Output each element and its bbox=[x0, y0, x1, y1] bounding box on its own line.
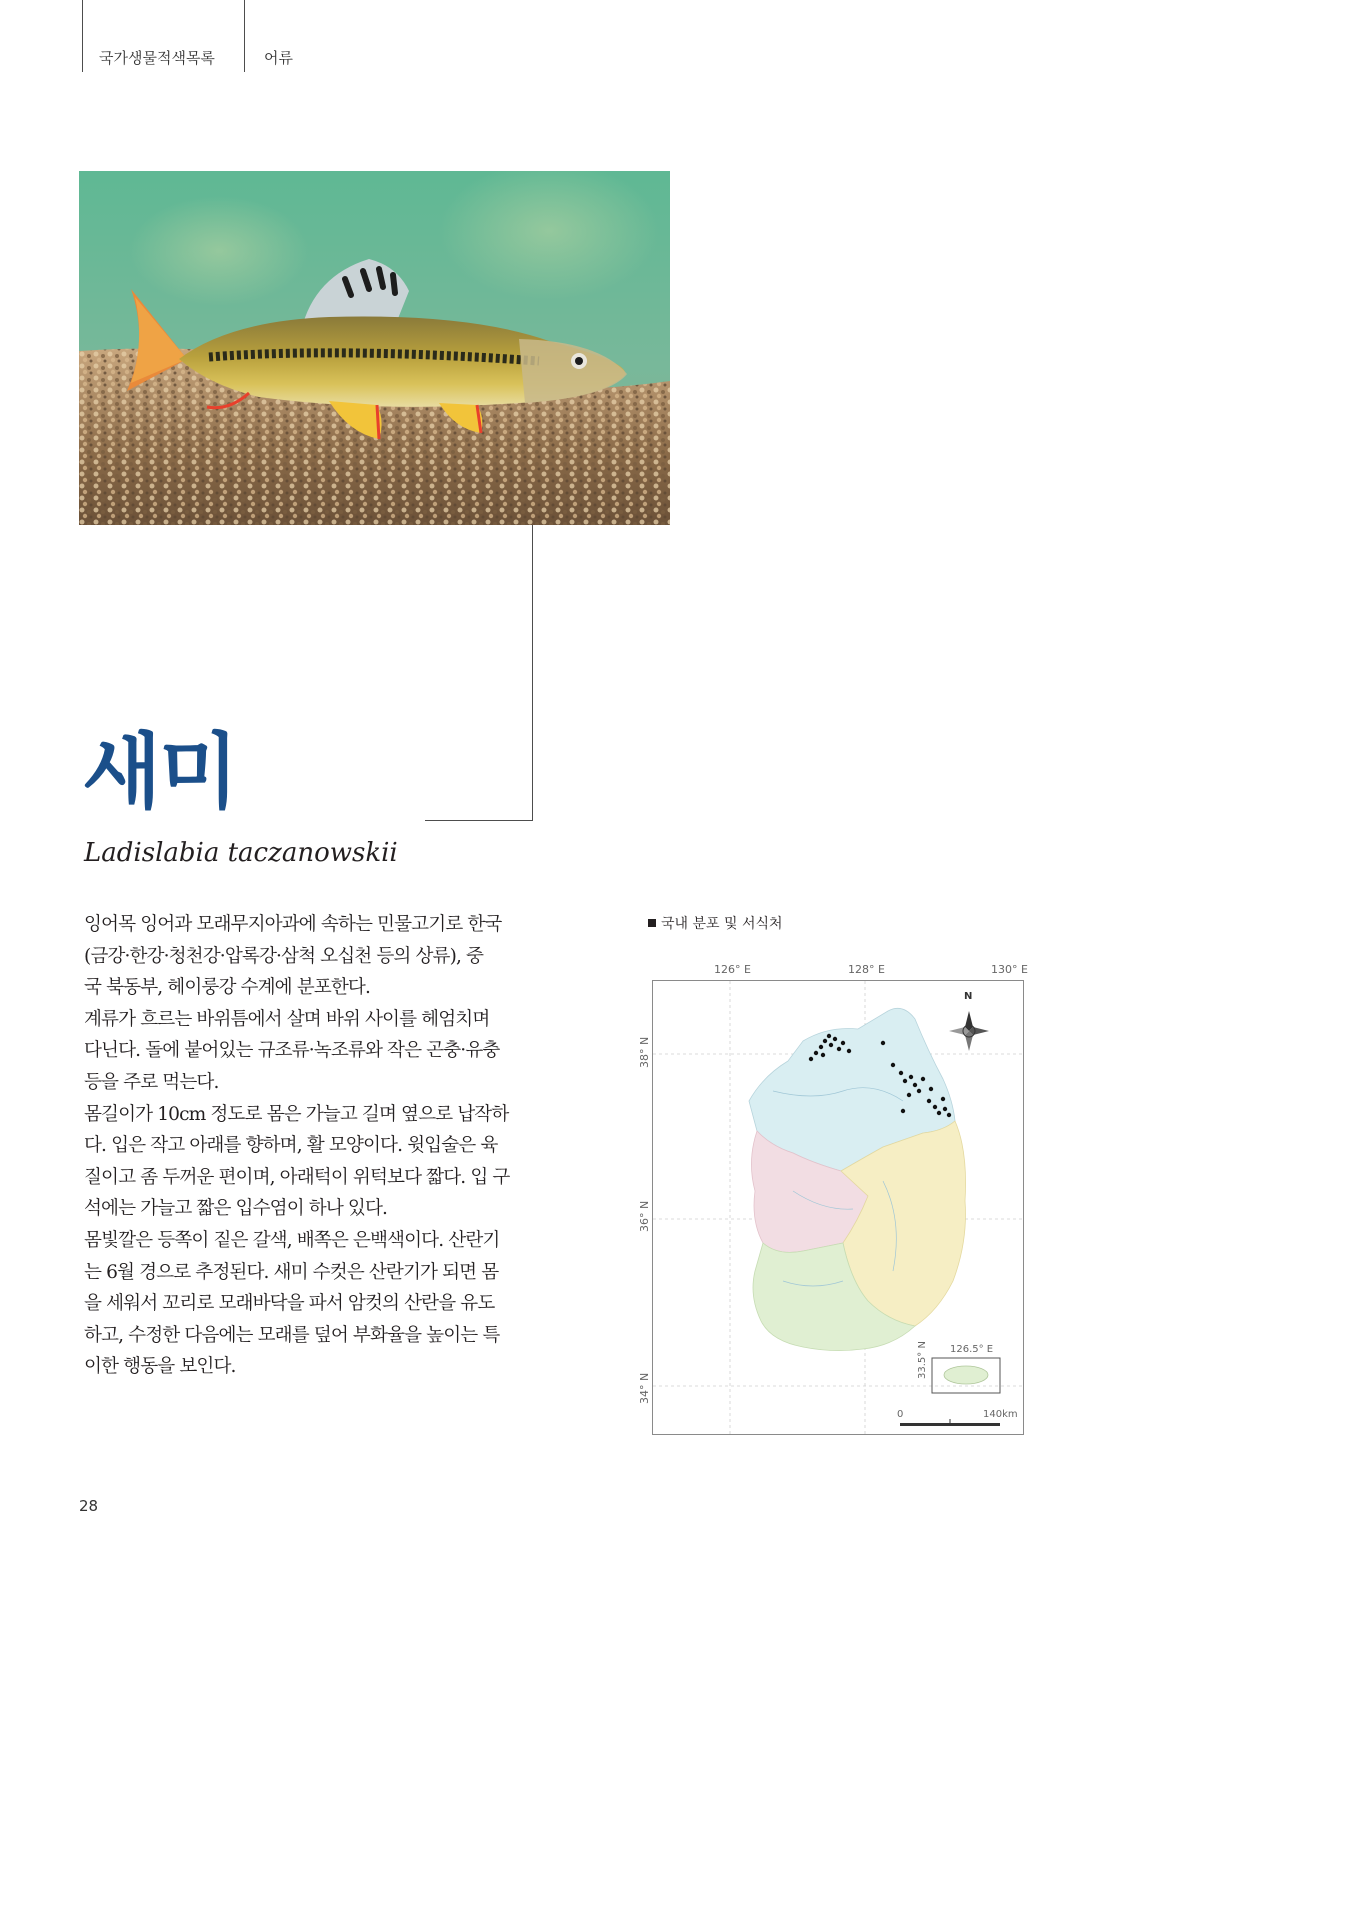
species-photo bbox=[79, 171, 670, 525]
compass-rose-icon bbox=[949, 1011, 989, 1051]
lat-label-34: 34° N bbox=[638, 1372, 651, 1404]
header-category: 어류 bbox=[264, 49, 293, 67]
lon-label-128: 128° E bbox=[848, 963, 885, 976]
fish-illustration bbox=[79, 171, 670, 525]
header-rule-middle bbox=[244, 0, 245, 72]
frame-rule-horizontal bbox=[425, 820, 533, 821]
korea-map bbox=[653, 981, 1023, 1434]
distribution-map bbox=[652, 980, 1024, 1435]
species-scientific-name: Ladislabia taczanowskii bbox=[84, 838, 398, 868]
inset-lon-label: 126.5° E bbox=[950, 1344, 994, 1355]
map-caption bbox=[648, 913, 783, 933]
page-number: 28 bbox=[79, 1497, 99, 1515]
map-caption-text: 국내 분포 및 서식처 bbox=[661, 916, 783, 932]
inset-lat-label: 33.5° N bbox=[917, 1341, 928, 1379]
scale-start-label: 0 bbox=[897, 1409, 904, 1420]
frame-rule-vertical bbox=[532, 525, 533, 821]
lat-label-38: 38° N bbox=[638, 1036, 651, 1068]
scale-end-label: 140km bbox=[983, 1409, 1018, 1420]
compass-label: N bbox=[964, 991, 973, 1002]
header-rule-left bbox=[82, 0, 83, 72]
caption-square-icon bbox=[648, 919, 656, 927]
species-korean-name: 새미 bbox=[82, 725, 237, 820]
header-series: 국가생물적색목록 bbox=[99, 49, 215, 67]
jeju-island bbox=[944, 1366, 988, 1384]
lon-label-126: 126° E bbox=[714, 963, 751, 976]
species-description: 잉어목 잉어과 모래무지아과에 속하는 민물고기로 한국 (금강·한강·청천강·압록강·삼척 오십천 등의 상류), 중 국 북동부, 헤이룽강 수계에 분포한다. 계류가 흐르는 바위틈에서 살며 바위 사이를 헤엄치며 다닌다. 돌에 붙어있는 규조류·녹조류와 작은 곤충·유충 등을 주로 먹는다. 몸길이가 10cm 정도로 몸은 가늘고 길며 옆으로 납작하 다. 입은 작고 아래를 향하며, 활 모양이다. 윗입술은 육 질이고 좀 두꺼운 편이며, 아래턱이 위턱보다 짧다. 입 구 석에는 가늘고 짧은 입수염이 하나 있다. 몸빛깔은 등쪽이 짙은 갈색, 배쪽은 은백색이다. 산란기 는 6월 경으로 추정된다. 새미 수컷은 산란기가 되면 몸 을 세워서 꼬리로 모래바닥을 파서 암컷의 산란을 유도 하고, 수정한 다음에는 모래를 덮어 부화율을 높이는 특 이한 행동을 보인다. bbox=[84, 914, 510, 1378]
lat-label-36: 36° N bbox=[638, 1200, 651, 1232]
lon-label-130: 130° E bbox=[991, 963, 1028, 976]
